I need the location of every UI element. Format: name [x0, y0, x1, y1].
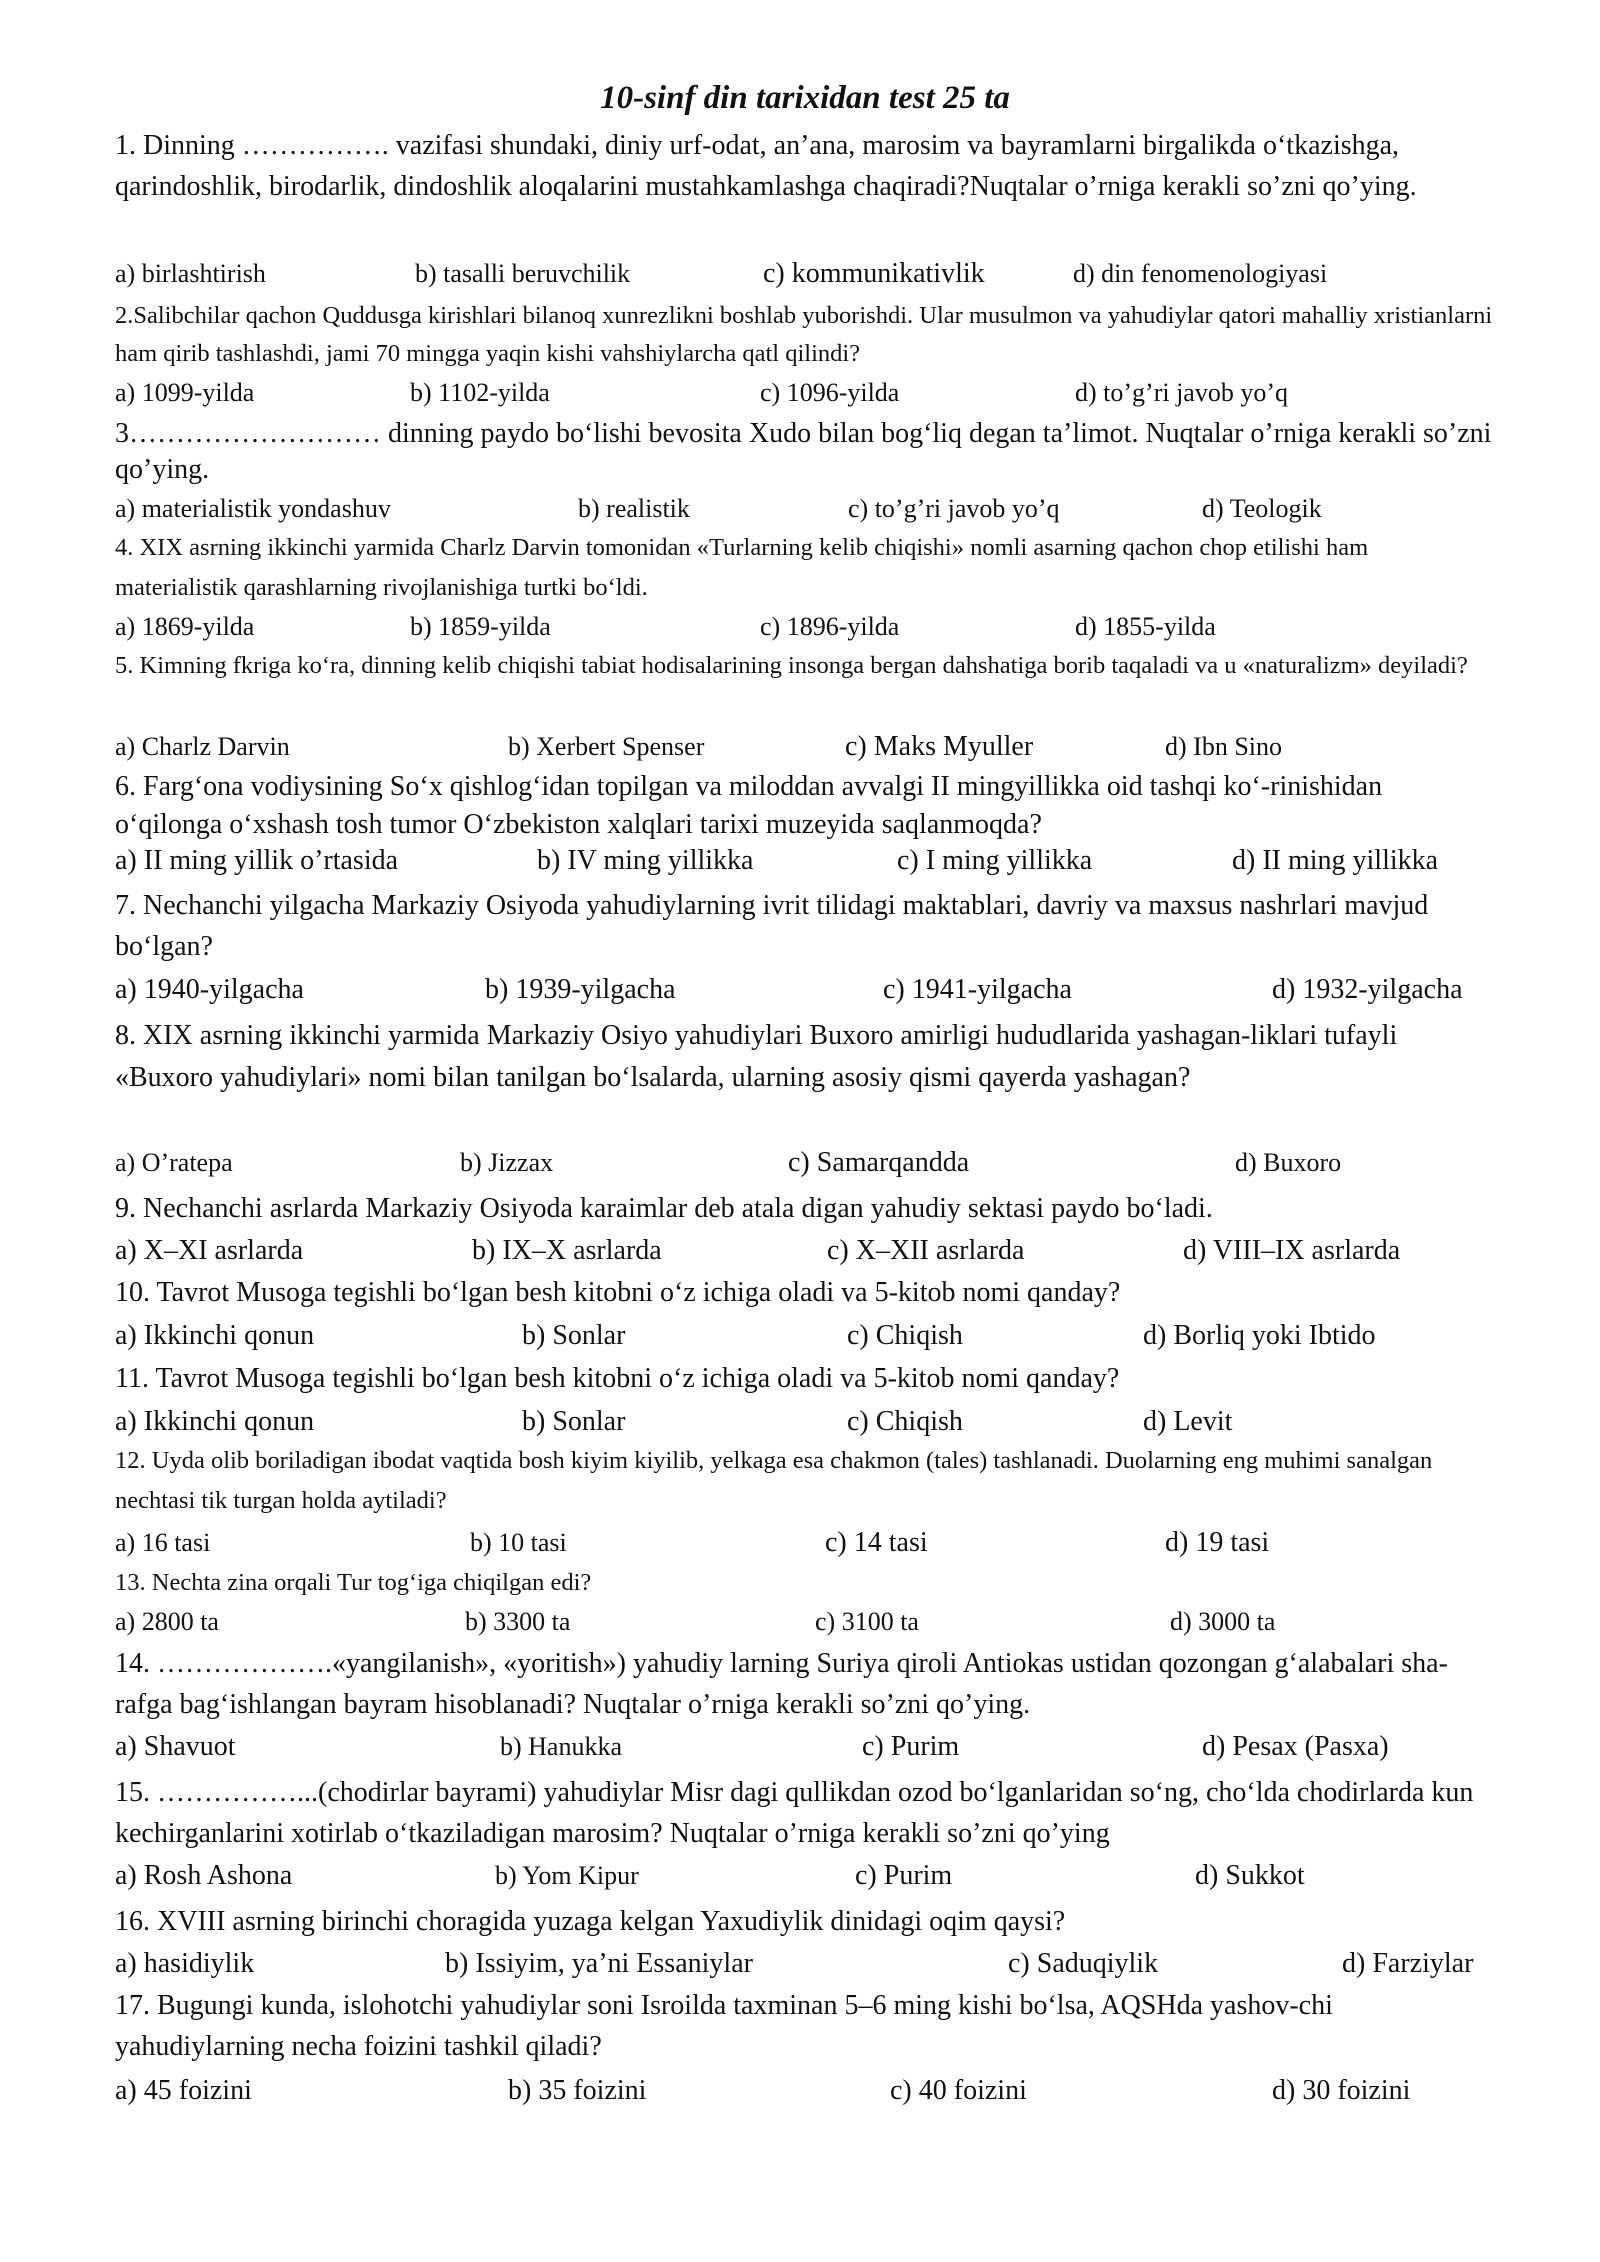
option-d: d) Teologik	[1202, 494, 1322, 523]
option-d: d) Levit	[1143, 1406, 1233, 1437]
question-4-options	[115, 608, 1495, 646]
question-8-options	[115, 1144, 1495, 1182]
option-d: d) Pesax (Pasxa)	[1202, 1731, 1389, 1762]
question-15-text: 15. ……………...(chodirlar bayrami) yahudiylar Misr dagi qullikdan ozod bo‘lganlaridan so‘ng, cho‘lda chodirlarda kun kechirganlarini xotirlab o‘tkaziladigan marosim? Nuqtalar o’rniga kerakli so’zni qo’ying	[115, 1777, 1474, 1849]
option-c: c) 14 tasi	[825, 1527, 928, 1558]
question-4-text: 4. XIX asrning ikkinchi yarmida Charlz Darvin tomonidan «Turlarning kelib chiqishi» nomli asarning qachon chop etilishi ham materialistik qarashlarning rivojlanishiga turtki bo‘ldi.	[115, 534, 1369, 601]
question-17-options	[115, 2072, 1495, 2110]
page-title: 10-sinf din tarixidan test 25 ta	[600, 80, 1010, 116]
option-a: a) X–XI asrlarda	[115, 1235, 304, 1266]
option-a: a) Ikkinchi qonun	[115, 1406, 315, 1437]
question-12-options	[115, 1524, 1495, 1562]
option-c: c) 40 foizini	[890, 2075, 1027, 2106]
option-a: a) Ikkinchi qonun	[115, 1320, 315, 1351]
question-12-text: 12. Uyda olib boriladigan ibodat vaqtida bosh kiyim kiyilib, yelkaga esa chakmon (tales) tashlanadi. Duolarning eng muhimi sanalgan nechtasi tik turgan holda aytiladi?	[115, 1447, 1433, 1514]
question-3-text: 3……………………… dinning paydo bo‘lishi bevosita Xudo bilan bog‘liq degan ta’limot. Nuqtalar o’rniga kerakli so’zni qo’ying.	[115, 418, 1492, 485]
option-d: d) 3000 ta	[1170, 1607, 1276, 1636]
option-c: c) Samarqandda	[788, 1147, 970, 1178]
question-15-options	[115, 1857, 1495, 1895]
question-16-options	[115, 1945, 1495, 1983]
option-b: b) Issiyim, ya’ni Essaniylar	[445, 1948, 753, 1979]
option-a: a) Rosh Ashona	[115, 1860, 293, 1891]
option-c: c) 1941-yilgacha	[883, 974, 1072, 1005]
option-c: c) X–XII asrlarda	[827, 1235, 1025, 1266]
option-d: d) 30 foizini	[1272, 2075, 1411, 2106]
question-5-options	[115, 728, 1495, 766]
option-a: a) 45 foizini	[115, 2075, 252, 2106]
question-13-text: 13. Nechta zina orqali Tur tog‘iga chiqilgan edi?	[115, 1569, 592, 1596]
option-d: d) VIII–IX asrlarda	[1183, 1235, 1401, 1266]
option-d: d) II ming yillikka	[1232, 845, 1439, 876]
option-d: d) Buxoro	[1235, 1148, 1342, 1177]
option-a: a) hasidiylik	[115, 1948, 255, 1979]
option-a: a) 1869-yilda	[115, 612, 255, 641]
question-3-options	[115, 490, 1495, 528]
option-a: a) Shavuot	[115, 1731, 236, 1762]
option-d: d) 19 tasi	[1165, 1527, 1270, 1558]
option-b: b) Jizzax	[460, 1148, 554, 1177]
option-d: d) 1855-yilda	[1075, 612, 1216, 641]
option-a: a) 2800 ta	[115, 1607, 219, 1636]
question-10-options	[115, 1317, 1495, 1355]
question-6-text: 6. Farg‘ona vodiysining So‘x qishlog‘idan topilgan va miloddan avvalgi II mingyillikka oid tashqi ko‘-rinishidan o‘qilonga o‘xshash tosh tumor O‘zbekiston xalqlari tarixi muzeyida saqlanmoqda?	[115, 771, 1383, 840]
question-8-text: 8. XIX asrning ikkinchi yarmida Markaziy Osiyo yahudiylari Buxoro amirligi hududlarida yashagan-liklari tufayli «Buxoro yahudiylari» nomi bilan tanilgan bo‘lsalarda, ularning asosiy qismi qayerda yashagan?	[115, 1020, 1398, 1093]
option-c: c) Maks Myuller	[845, 731, 1034, 762]
option-d: d) Sukkot	[1195, 1860, 1305, 1891]
option-b: b) Sonlar	[522, 1320, 626, 1351]
option-b: b) 1859-yilda	[410, 612, 551, 641]
option-c: c) I ming yillikka	[897, 845, 1093, 876]
question-1-text: 1. Dinning ……………. vazifasi shundaki, diniy urf-odat, an’ana, marosim va bayramlarni birgalikda o‘tkazishga, qarindoshlik, birodarlik, dindoshlik aloqalarini mustahkamlashga chaqiradi?Nuqtalar o’rniga kerakli so’zni qo’ying.	[115, 130, 1417, 202]
question-7-text: 7. Nechanchi yilgacha Markaziy Osiyoda yahudiylarning ivrit tilidagi maktablari, davriy va maxsus nashrlari mavjud bo‘lgan?	[115, 890, 1429, 962]
option-c: c) 3100 ta	[815, 1607, 919, 1636]
question-16-text: 16. XVIII asrning birinchi choragida yuzaga kelgan Yaxudiylik dinidagi oqim qaysi?	[115, 1906, 1066, 1937]
option-a: a) O’ratepa	[115, 1148, 233, 1177]
option-b: b) 1939-yilgacha	[485, 974, 676, 1005]
question-9-text: 9. Nechanchi asrlarda Markaziy Osiyoda karaimlar deb atala digan yahudiy sektasi paydo bo‘ladi.	[115, 1193, 1213, 1224]
question-1-options	[115, 255, 1495, 293]
option-b: b) realistik	[578, 494, 690, 523]
option-c: c) Chiqish	[847, 1406, 963, 1437]
option-c: c) Purim	[862, 1731, 960, 1762]
option-b: b) Yom Kipur	[495, 1861, 639, 1890]
option-c: c) kommunikativlik	[763, 258, 985, 289]
option-a: a) 1099-yilda	[115, 378, 255, 407]
question-14-options	[115, 1728, 1495, 1766]
option-a: a) materialistik yondashuv	[115, 494, 391, 523]
option-a: a) birlashtirish	[115, 259, 266, 288]
question-11-text: 11. Tavrot Musoga tegishli bo‘lgan besh kitobni o‘z ichiga oladi va 5-kitob nomi qanday?	[115, 1363, 1120, 1394]
question-6-options	[115, 842, 1495, 880]
option-b: b) Sonlar	[522, 1406, 626, 1437]
option-c: c) 1096-yilda	[760, 378, 900, 407]
question-7-options	[115, 971, 1495, 1009]
question-2-text: 2.Salibchilar qachon Quddusga kirishlari bilanoq xunrezlikni boshlab yuborishdi. Ular musulmon va yahudiylar qatori mahalliy xristianlarni ham qirib tashlashdi, jami 70 mingga yaqin kishi vahshiylarcha qatl qilindi?	[115, 302, 1493, 367]
question-5-text: 5. Kimning fkriga ko‘ra, dinning kelib chiqishi tabiat hodisalarining insonga bergan dahshatiga borib taqaladi va u «naturalizm» deyiladi?	[115, 652, 1468, 679]
option-b: b) 1102-yilda	[410, 378, 550, 407]
option-a: a) Charlz Darvin	[115, 732, 290, 761]
option-b: b) 3300 ta	[465, 1607, 571, 1636]
question-14-text: 14. ……………….«yangilanish», «yoritish») yahudiy larning Suriya qiroli Antiokas ustidan qozongan g‘alabalari sha-rafga bag‘ishlangan bayram hisoblanadi? Nuqtalar o’rniga kerakli so’zni qo’ying.	[115, 1648, 1448, 1720]
option-b: b) Hanukka	[500, 1732, 623, 1761]
option-d: d) Farziylar	[1342, 1948, 1474, 1979]
question-2-options	[115, 374, 1495, 412]
option-c: c) Purim	[855, 1860, 953, 1891]
option-d: d) 1932-yilgacha	[1272, 974, 1463, 1005]
option-b: b) Xerbert Spenser	[508, 732, 705, 761]
option-a: a) II ming yillik o’rtasida	[115, 845, 399, 876]
option-d: d) din fenomenologiyasi	[1073, 259, 1328, 288]
question-17-text: 17. Bugungi kunda, islohotchi yahudiylar soni Isroilda taxminan 5–6 ming kishi bo‘lsa, AQSHda yashov-chi yahudiylarning necha foizini tashkil qiladi?	[115, 1990, 1333, 2062]
option-a: a) 1940-yilgacha	[115, 974, 304, 1005]
question-13-options	[115, 1603, 1495, 1641]
option-d: d) to’g’ri javob yo’q	[1075, 378, 1289, 407]
option-c: c) to’g’ri javob yo’q	[848, 494, 1060, 523]
option-a: a) 16 tasi	[115, 1528, 211, 1557]
option-b: b) 10 tasi	[470, 1528, 567, 1557]
question-10-text: 10. Tavrot Musoga tegishli bo‘lgan besh kitobni o‘z ichiga oladi va 5-kitob nomi qanday?	[115, 1277, 1121, 1308]
option-c: c) Saduqiylik	[1008, 1948, 1159, 1979]
question-11-options	[115, 1403, 1495, 1441]
option-b: b) tasalli beruvchilik	[415, 259, 631, 288]
option-c: c) 1896-yilda	[760, 612, 900, 641]
option-b: b) IV ming yillikka	[537, 845, 754, 876]
question-9-options	[115, 1232, 1495, 1270]
option-b: b) 35 foizini	[508, 2075, 647, 2106]
option-d: d) Borliq yoki Ibtido	[1143, 1320, 1376, 1351]
option-d: d) Ibn Sino	[1165, 732, 1282, 761]
option-b: b) IX–X asrlarda	[472, 1235, 662, 1266]
option-c: c) Chiqish	[847, 1320, 963, 1351]
